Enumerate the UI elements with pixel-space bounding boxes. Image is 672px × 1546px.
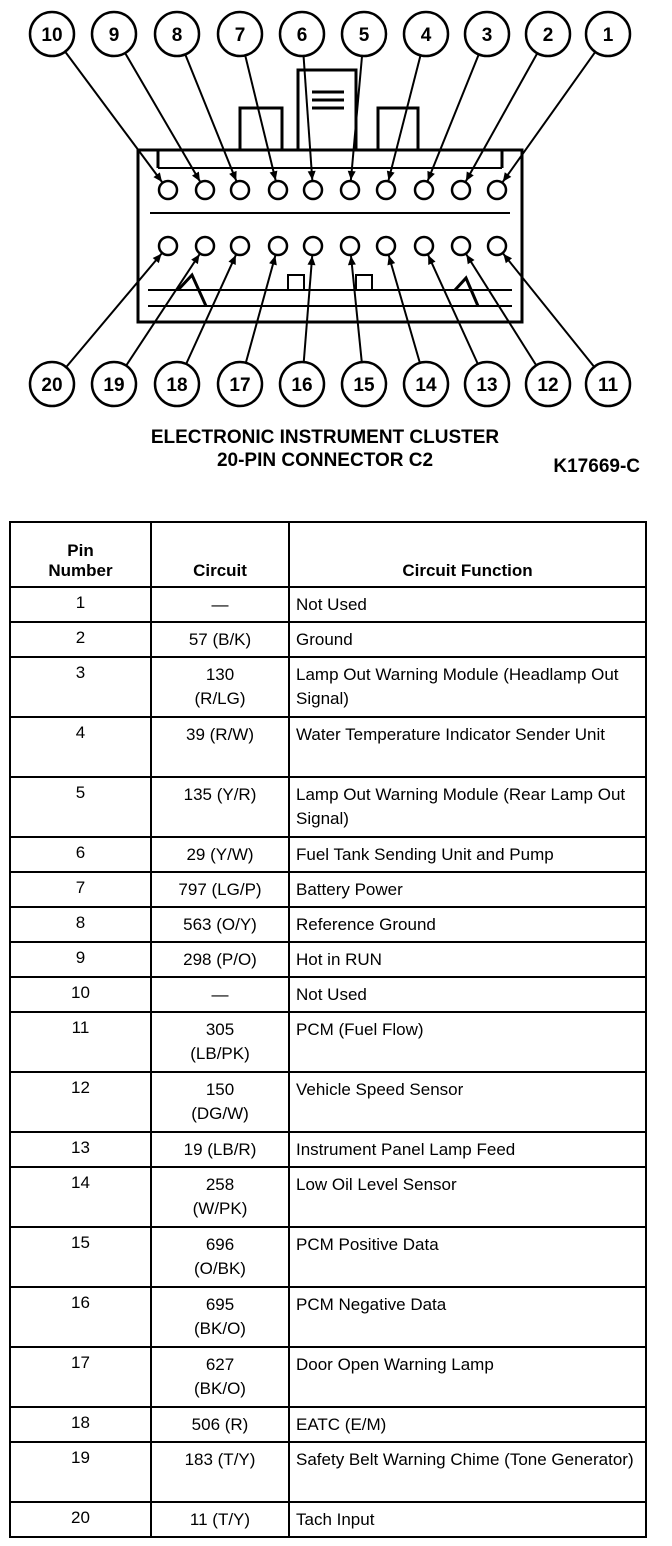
circuit-cell: 627 (BK/O): [151, 1347, 289, 1407]
table-row: [10, 907, 646, 942]
top-pin-label-3: 3: [481, 25, 493, 46]
table-row: [10, 1407, 646, 1442]
pin-number-cell: 20: [10, 1502, 151, 1537]
bottom-leader-line-12: [466, 254, 536, 365]
circuit-cell: 305 (LB/PK): [151, 1012, 289, 1072]
top-pin-hole-9: [196, 181, 214, 199]
top-pin-hole-10: [159, 181, 177, 199]
table-row: [10, 1287, 646, 1347]
pin-number-cell: 3: [10, 657, 151, 717]
bottom-pin-label-20: 20: [41, 375, 63, 396]
bottom-pin-hole-13: [415, 237, 433, 255]
top-pin-label-5: 5: [358, 25, 370, 46]
circuit-cell: 130 (R/LG): [151, 657, 289, 717]
table-row: [10, 1347, 646, 1407]
circuit-function-cell: PCM (Fuel Flow): [289, 1012, 646, 1072]
pin-number-cell: 12: [10, 1072, 151, 1132]
bottom-arrowhead-16: [308, 256, 316, 265]
pin-number-cell: 1: [10, 587, 151, 622]
table-row: [10, 837, 646, 872]
pin-number-cell: 7: [10, 872, 151, 907]
top-arrowhead-6: [308, 171, 316, 180]
diagram-title-line1: ELECTRONIC INSTRUMENT CLUSTER: [150, 427, 500, 448]
circuit-function-cell: Fuel Tank Sending Unit and Pump: [289, 837, 646, 872]
bottom-pin-hole-18: [231, 237, 249, 255]
top-leader-line-7: [245, 55, 275, 180]
bottom-leader-line-14: [389, 256, 420, 363]
table-row: [10, 1012, 646, 1072]
top-pin-label-6: 6: [296, 25, 308, 46]
pin-number-cell: 16: [10, 1287, 151, 1347]
table-header-row: [10, 522, 646, 587]
bottom-pin-label-13: 13: [476, 375, 498, 396]
bottom-leader-line-13: [428, 255, 478, 364]
top-leader-line-1: [503, 52, 595, 182]
circuit-function-cell: Not Used: [289, 977, 646, 1012]
bottom-leader-line-15: [351, 256, 362, 362]
top-pin-hole-2: [452, 181, 470, 199]
bottom-leader-line-16: [304, 256, 312, 362]
bottom-pin-hole-19: [196, 237, 214, 255]
circuit-cell: 135 (Y/R): [151, 777, 289, 837]
circuit-cell: 696 (O/BK): [151, 1227, 289, 1287]
bottom-arrowhead-14: [387, 256, 395, 266]
top-leader-line-3: [428, 54, 479, 180]
circuit-cell: 57 (B/K): [151, 622, 289, 657]
pin-number-cell: 13: [10, 1132, 151, 1167]
circuit-function-cell: Lamp Out Warning Module (Rear Lamp Out Signal): [289, 777, 646, 837]
circuit-cell: —: [151, 977, 289, 1012]
bottom-pin-label-16: 16: [291, 375, 313, 396]
pin-number-cell: 18: [10, 1407, 151, 1442]
pin-table-body: [10, 587, 646, 1537]
top-pin-label-4: 4: [420, 25, 432, 46]
header-circuit-function: Circuit Function: [289, 522, 646, 587]
top-pin-hole-6: [304, 181, 322, 199]
pin-number-cell: 8: [10, 907, 151, 942]
circuit-cell: 797 (LG/P): [151, 872, 289, 907]
circuit-function-cell: Ground: [289, 622, 646, 657]
table-row: [10, 1502, 646, 1537]
diagram-title-line2: 20-PIN CONNECTOR C2: [216, 450, 434, 471]
top-leader-line-8: [185, 54, 236, 180]
table-row: [10, 1167, 646, 1227]
circuit-cell: 150 (DG/W): [151, 1072, 289, 1132]
top-pin-hole-3: [415, 181, 433, 199]
circuit-cell: 298 (P/O): [151, 942, 289, 977]
table-row: [10, 587, 646, 622]
pin-number-cell: 5: [10, 777, 151, 837]
table-row: [10, 717, 646, 777]
table-row: [10, 872, 646, 907]
bottom-pin-label-18: 18: [166, 375, 188, 396]
table-row: [10, 657, 646, 717]
pin-number-cell: 19: [10, 1442, 151, 1502]
top-leader-line-10: [65, 52, 162, 182]
bottom-leader-line-17: [246, 256, 276, 363]
table-row: [10, 1442, 646, 1502]
top-pin-hole-4: [377, 181, 395, 199]
pin-number-cell: 4: [10, 717, 151, 777]
bottom-pin-hole-12: [452, 237, 470, 255]
circuit-function-cell: PCM Negative Data: [289, 1287, 646, 1347]
header-pin-number-text: Pin Number: [48, 541, 113, 580]
bottom-pin-label-19: 19: [103, 375, 125, 396]
table-row: [10, 1227, 646, 1287]
circuit-cell: 563 (O/Y): [151, 907, 289, 942]
table-row: [10, 1132, 646, 1167]
circuit-function-cell: Not Used: [289, 587, 646, 622]
bottom-pin-hole-14: [377, 237, 395, 255]
top-pin-hole-5: [341, 181, 359, 199]
top-pin-label-10: 10: [41, 25, 63, 46]
bottom-leader-line-11: [503, 254, 594, 367]
circuit-cell: 11 (T/Y): [151, 1502, 289, 1537]
header-pin-number: [10, 522, 151, 587]
top-pin-label-8: 8: [171, 25, 183, 46]
top-pin-hole-8: [231, 181, 249, 199]
circuit-cell: 695 (BK/O): [151, 1287, 289, 1347]
bottom-leader-line-18: [186, 255, 236, 364]
pin-table: [9, 521, 647, 1538]
bottom-pin-label-14: 14: [415, 375, 437, 396]
circuit-function-cell: EATC (E/M): [289, 1407, 646, 1442]
bottom-pin-hole-16: [304, 237, 322, 255]
connector-diagram: [0, 0, 672, 515]
top-pin-hole-7: [269, 181, 287, 199]
circuit-cell: 19 (LB/R): [151, 1132, 289, 1167]
pin-number-cell: 17: [10, 1347, 151, 1407]
circuit-cell: 506 (R): [151, 1407, 289, 1442]
pin-number-cell: 15: [10, 1227, 151, 1287]
circuit-function-cell: Vehicle Speed Sensor: [289, 1072, 646, 1132]
table-row: [10, 777, 646, 837]
bottom-pin-label-12: 12: [537, 375, 559, 396]
pin-number-cell: 9: [10, 942, 151, 977]
circuit-function-cell: Battery Power: [289, 872, 646, 907]
top-leader-line-4: [388, 55, 420, 180]
top-leader-line-9: [125, 53, 200, 181]
table-row: [10, 622, 646, 657]
bottom-arrowhead-19: [191, 254, 199, 264]
circuit-function-cell: Door Open Warning Lamp: [289, 1347, 646, 1407]
figure-id: K17669-C: [553, 456, 640, 477]
table-row: [10, 942, 646, 977]
bottom-pin-label-15: 15: [353, 375, 375, 396]
pin-number-cell: 2: [10, 622, 151, 657]
bottom-pin-hole-15: [341, 237, 359, 255]
table-row: [10, 977, 646, 1012]
top-pin-label-7: 7: [234, 25, 246, 46]
bottom-pin-hole-17: [269, 237, 287, 255]
pin-number-cell: 11: [10, 1012, 151, 1072]
circuit-function-cell: PCM Positive Data: [289, 1227, 646, 1287]
circuit-function-cell: Hot in RUN: [289, 942, 646, 977]
circuit-function-cell: Tach Input: [289, 1502, 646, 1537]
pin-number-cell: 10: [10, 977, 151, 1012]
circuit-cell: 39 (R/W): [151, 717, 289, 777]
circuit-function-cell: Lamp Out Warning Module (Headlamp Out Signal): [289, 657, 646, 717]
top-arrowhead-1: [503, 172, 511, 182]
header-circuit: Circuit: [151, 522, 289, 587]
circuit-cell: —: [151, 587, 289, 622]
circuit-function-cell: Water Temperature Indicator Sender Unit: [289, 717, 646, 777]
top-pin-label-1: 1: [602, 25, 614, 46]
bottom-pin-label-17: 17: [229, 375, 251, 396]
bottom-pin-label-11: 11: [597, 375, 619, 396]
bottom-pin-hole-11: [488, 237, 506, 255]
top-pin-hole-1: [488, 181, 506, 199]
bottom-pin-hole-20: [159, 237, 177, 255]
circuit-function-cell: Low Oil Level Sensor: [289, 1167, 646, 1227]
circuit-function-cell: Safety Belt Warning Chime (Tone Generator): [289, 1442, 646, 1502]
circuit-cell: 183 (T/Y): [151, 1442, 289, 1502]
circuit-function-cell: Instrument Panel Lamp Feed: [289, 1132, 646, 1167]
circuit-cell: 258 (W/PK): [151, 1167, 289, 1227]
top-pin-label-2: 2: [542, 25, 554, 46]
circuit-function-cell: Reference Ground: [289, 907, 646, 942]
table-row: [10, 1072, 646, 1132]
pin-number-cell: 14: [10, 1167, 151, 1227]
bottom-leader-line-20: [66, 254, 161, 368]
top-pin-label-9: 9: [108, 25, 120, 46]
circuit-cell: 29 (Y/W): [151, 837, 289, 872]
pin-number-cell: 6: [10, 837, 151, 872]
